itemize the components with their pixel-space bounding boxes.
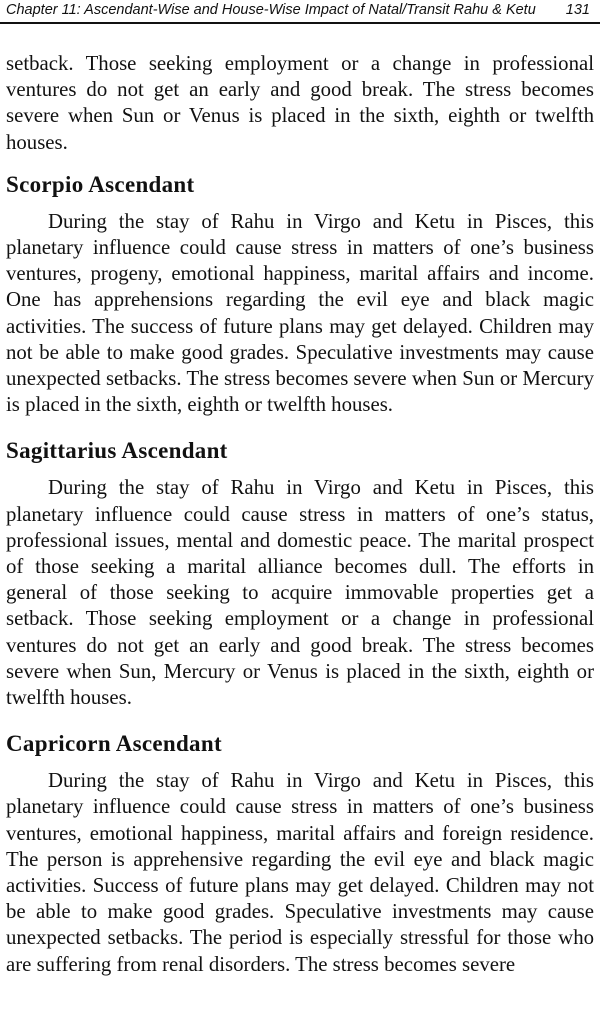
running-header	[0, 0, 600, 24]
section-heading-sagittarius: Sagittarius Ascendant	[6, 438, 228, 464]
section-heading-capricorn: Capricorn Ascendant	[6, 731, 222, 757]
intro-paragraph: setback. Those seeking employment or a change in professional ventures do not get an early and good break. The stress becomes severe when Sun or Venus is placed in the sixth, eighth or twelfth houses.	[6, 52, 594, 154]
section-heading-scorpio: Scorpio Ascendant	[6, 171, 195, 197]
chapter-title: Chapter 11: Ascendant-Wise and House-Wise Impact of Natal/Transit Rahu & Ketu	[6, 2, 536, 18]
section-paragraph-scorpio: During the stay of Rahu in Virgo and Ketu in Pisces, this planetary influence could cause stress in matters of one’s business ventures, progeny, emotional happiness, marital affairs and income. One has apprehensions regarding the evil eye and black magic activities. The success of future plans may get delayed. Children may not be able to make good grades. Speculative investments may cause unexpected setbacks. The stress becomes severe when Sun or Mercury is placed in the sixth, eighth or twelfth houses.	[6, 209, 594, 417]
page-number: 131	[565, 2, 590, 18]
page-body	[6, 51, 594, 978]
section-paragraph-capricorn: During the stay of Rahu in Virgo and Ketu in Pisces, this planetary influence could cause stress in matters of one’s business ventures, emotional happiness, marital affairs and foreign residence. The person is apprehensive regarding the evil eye and black magic activities. Success of future plans may get delayed. Children may not be able to make good grades. Speculative investments may cause unexpected setbacks. The period is especially stressful for those who are suffering from renal disorders. The stress becomes severe	[6, 769, 594, 976]
section-paragraph-sagittarius: During the stay of Rahu in Virgo and Ketu in Pisces, this planetary influence could cause stress in matters of one’s status, professional issues, mental and domestic peace. The marital prospect of those seeking a marital alliance becomes dull. The efforts in general of those seeking to acquire immovable properties get a setback. Those seeking employment or a change in professional ventures do not get an early and good break. The stress becomes severe when Sun, Mercury or Venus is placed in the sixth, eighth or twelfth houses.	[6, 476, 594, 710]
